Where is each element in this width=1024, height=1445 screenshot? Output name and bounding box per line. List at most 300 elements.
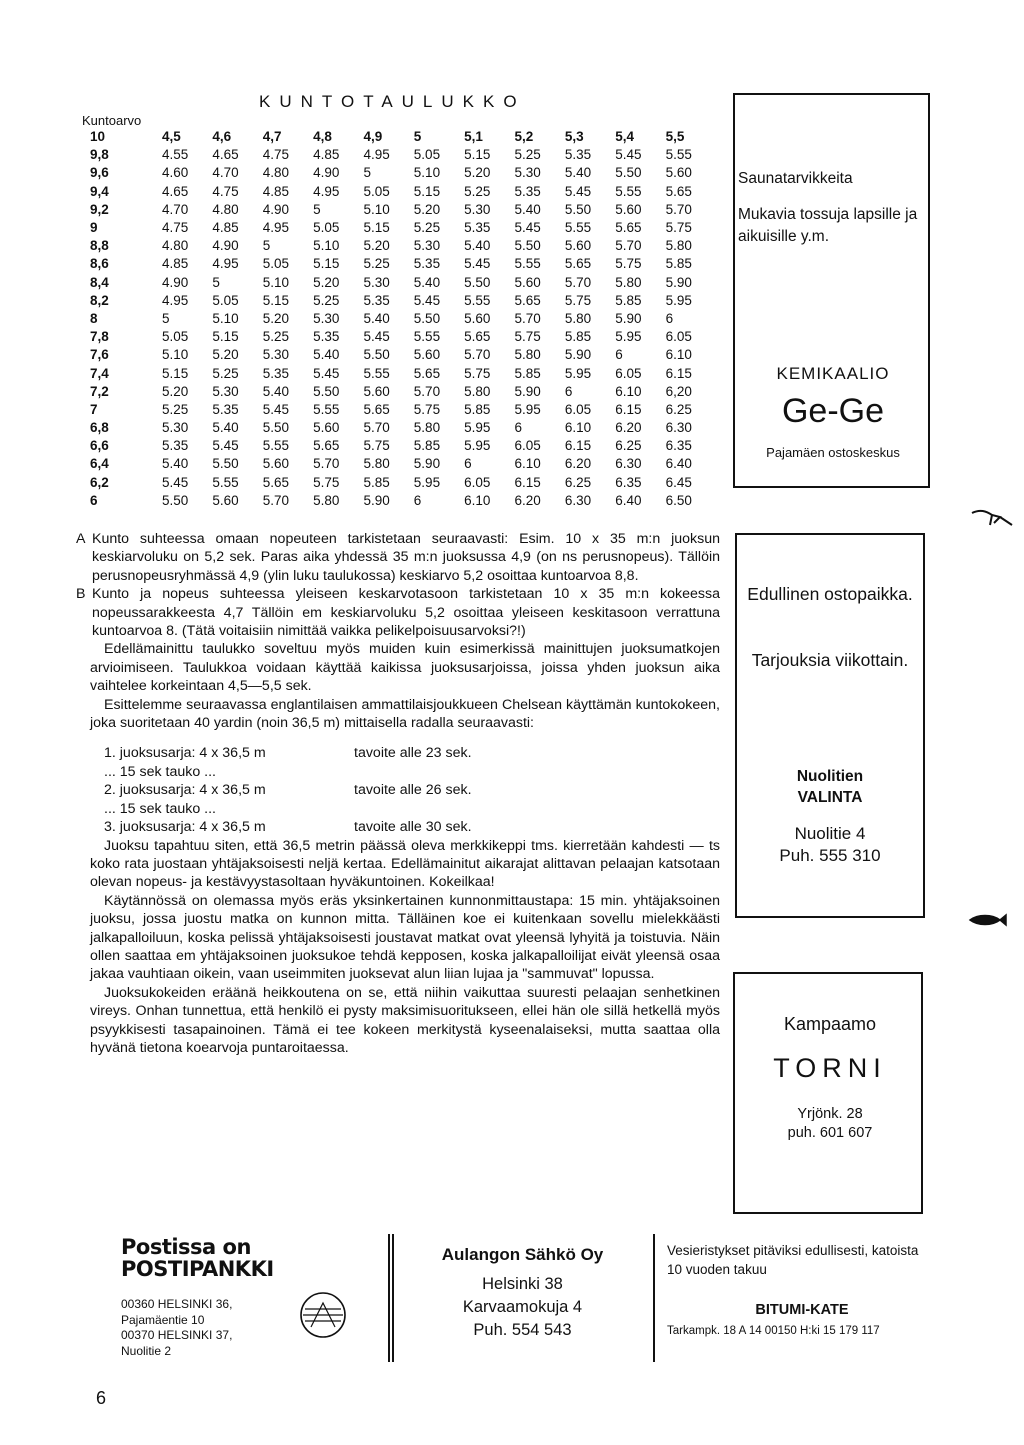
bird-sketch-icon — [970, 505, 1015, 531]
table-cell: 4.85 — [212, 220, 239, 236]
table-cell: 5.30 — [162, 420, 189, 436]
table-cell: 5.40 — [313, 347, 340, 363]
table-cell: 4.95 — [262, 220, 289, 236]
series-pause: ... 15 sek tauko ... — [104, 800, 216, 817]
table-cell: 6.35 — [615, 474, 642, 490]
table-cell: 5.25 — [413, 220, 441, 236]
table-cell: 5.75 — [464, 365, 491, 381]
table-cell: 5.25 — [313, 292, 340, 308]
table-cell: 5.95 — [615, 329, 642, 345]
table-row — [78, 237, 714, 255]
table-cell: 5.90 — [564, 347, 592, 363]
table-cell: 5.40 — [413, 274, 441, 290]
table-cell: 5.55 — [464, 292, 491, 308]
table-title: KUNTOTAULUKKO — [259, 92, 526, 111]
table-header-row — [78, 128, 714, 146]
table-cell: 5.85 — [413, 438, 441, 454]
table-cell: 5 — [162, 310, 170, 326]
table-row-header: 9,4 — [90, 183, 109, 199]
table-cell: 4.90 — [212, 238, 239, 254]
table-cell: 6.25 — [564, 474, 592, 490]
ad-nuolitien-title2: VALINTA — [797, 789, 863, 806]
table-cell: 4.80 — [262, 165, 289, 181]
table-header-cell: 5,1 — [464, 129, 483, 145]
table-cell: 6.15 — [514, 474, 541, 490]
table-cell: 5.80 — [313, 492, 340, 508]
table-cell: 5.55 — [413, 329, 441, 345]
ad-nuolitien-phone: Puh. 555 310 — [779, 846, 881, 865]
ad-kampaamo-address: Yrjönk. 28 — [797, 1106, 863, 1122]
table-row — [78, 146, 714, 164]
table-cell: 5.65 — [413, 365, 441, 381]
table-cell: 5.55 — [564, 220, 592, 236]
table-cell: 4.85 — [262, 183, 289, 199]
table-cell: 5.50 — [514, 238, 541, 254]
table-cell: 5.20 — [363, 238, 390, 254]
table-cell: 5.10 — [313, 238, 340, 254]
table-cell: 5.55 — [665, 147, 692, 163]
table-cell: 5.70 — [413, 383, 441, 399]
table-cell: 5.10 — [162, 347, 189, 363]
ad-postipankki-line: Nuolitie 2 — [121, 1343, 172, 1358]
table-row-header: 8,2 — [90, 292, 109, 308]
paragraph-b-text: Kunto ja nopeus suhteessa yleiseen keskarvotasoon tarkistetaan 10 x 35 m:n kokeessa nopeussarakkeesta 4,7 Tällöin em keskiarvoluku 5,2 osoittaa yleiseen keskitasoon verrattuna kuntoarvoa 8. (Tätä voitaisiin nimittää vaikka pelikelpoisuusarvoksi?!) — [92, 586, 720, 640]
table-cell: 4.95 — [313, 183, 340, 199]
table-cell: 6.20 — [615, 420, 642, 436]
table-cell: 4.70 — [162, 201, 189, 217]
ad-nuolitien-address: Nuolitie 4 — [794, 824, 866, 843]
table-cell: 5.30 — [212, 383, 239, 399]
table-cell: 5.10 — [363, 201, 390, 217]
table-cell: 6.05 — [615, 365, 642, 381]
series-goal: tavoite alle 30 sek. — [354, 819, 472, 836]
table-cell: 5.80 — [564, 310, 592, 326]
table-cell: 6 — [413, 492, 422, 508]
table-cell: 6.50 — [665, 492, 692, 508]
table-cell: 5.95 — [413, 474, 441, 490]
table-cell: 5.75 — [363, 438, 390, 454]
table-cell: 5.75 — [313, 474, 340, 490]
table-row — [78, 401, 714, 419]
table-row — [78, 419, 714, 437]
table-cell: 5.70 — [464, 347, 491, 363]
postipankki-logo-icon — [297, 1289, 349, 1341]
table-cell: 5.25 — [162, 401, 189, 417]
table-cell: 5.65 — [262, 474, 289, 490]
ad-sauna-line2: Mukavia tossuja lapsille ja aikuisille y.m. — [738, 206, 918, 245]
table-cell: 6.15 — [564, 438, 592, 454]
table-cell: 5.65 — [514, 292, 541, 308]
table-cell: 5.30 — [464, 201, 491, 217]
table-cell: 5.75 — [413, 401, 441, 417]
table-header-cell: 5 — [413, 129, 422, 145]
table-cell: 5.40 — [564, 165, 592, 181]
table-cell: 5.70 — [363, 420, 390, 436]
table-cell: 5.55 — [313, 401, 340, 417]
ad-sahko-line: Helsinki 38 — [482, 1275, 563, 1293]
table-row-header: 6,6 — [90, 438, 109, 454]
page-number: 6 — [96, 1388, 107, 1408]
table-cell: 5.50 — [262, 420, 289, 436]
table-row — [78, 455, 714, 473]
table-cell: 5.60 — [262, 456, 289, 472]
table-corner-label: Kuntoarvo — [82, 113, 142, 128]
table-row-header: 7,4 — [90, 365, 109, 381]
table-cell: 6.05 — [514, 438, 541, 454]
ad-sahko-title: Aulangon Sähkö Oy — [441, 1245, 604, 1264]
paragraph-a-text: Kunto suhteessa omaan nopeuteen tarkistetaan seuraavasti: Esim. 10 x 35 m:n juoksun keskiarvoluku on 5,2 sek. Paras aika yhdessä 35 m:n juoksussa 4,9 (on ns perusnopeus). Tällöin perusnopeusryhmässä 4,9 (ylin luku taulukossa) keskiarvo 5,2 osoittaa kuntoarvoa 8,8. — [92, 531, 720, 584]
table-cell: 5.60 — [665, 165, 692, 181]
table-header-cell: 5,4 — [615, 129, 635, 145]
marker-b: B — [76, 586, 86, 603]
table-cell: 5.20 — [313, 274, 340, 290]
table-cell: 5.45 — [514, 220, 541, 236]
table-cell: 6.05 — [464, 474, 491, 490]
table-cell: 5.45 — [413, 292, 441, 308]
table-cell: 5.35 — [464, 220, 491, 236]
table-cell: 5.10 — [212, 310, 239, 326]
table-cell: 5.85 — [514, 365, 541, 381]
ad-sahko-line: Puh. 554 543 — [473, 1321, 572, 1339]
table-cell: 5.60 — [413, 347, 441, 363]
paragraph: Juoksukokeiden eräänä heikkoutena on se, että niihin vaikuttaa suuresti pelaajan senhetkinen vireys. Onhan tunnettua, että henkilö ei pysty maksimisuoritukseen, ellei hän ole sillä hetkellä myös psyykkisesti tasapainoinen. Tämä ei tee kokeen merkitystä kyseenalaiseksi, mutta saattaa olla hyvänä tietona koearvoja puntaroitaessa. — [90, 984, 720, 1056]
table-cell: 5 — [313, 201, 321, 217]
table-cell: 4.70 — [212, 165, 239, 181]
ad-kampaamo-line1: Kampaamo — [783, 1014, 877, 1034]
fish-sketch-icon — [968, 912, 1008, 928]
table-cell: 5.85 — [464, 401, 491, 417]
table-header-cell: 4,9 — [363, 129, 383, 145]
ad-sahko — [400, 1243, 645, 1342]
table-row-header: 6,8 — [90, 420, 109, 436]
table-cell: 6.05 — [564, 401, 592, 417]
table-header-cell: 5,5 — [665, 129, 685, 145]
table-cell: 5.70 — [665, 201, 692, 217]
table-cell: 5.90 — [514, 383, 541, 399]
table-cell: 6.10 — [615, 383, 642, 399]
ad-edullinen-line2: Tarjouksia viikottain. — [751, 650, 909, 670]
table-cell: 5.85 — [615, 292, 642, 308]
table-row-header: 9,2 — [90, 201, 109, 217]
table-cell: 6.30 — [665, 420, 692, 436]
table-cell: 5.20 — [262, 310, 289, 326]
ad-postipankki-title — [121, 1236, 274, 1280]
table-cell: 6.30 — [615, 456, 642, 472]
table-header-cell: 4,8 — [313, 129, 332, 145]
table-cell: 5.10 — [413, 165, 441, 181]
table-cell: 5.50 — [564, 201, 592, 217]
table-cell: 5.40 — [162, 456, 189, 472]
ad-nuolitien-title1: Nuolitien — [796, 768, 864, 785]
table-row — [78, 383, 714, 401]
ad-kemikaalio-place: Pajamäen ostoskeskus — [766, 445, 900, 460]
table-cell: 5.05 — [363, 183, 390, 199]
table-cell: 5.35 — [514, 183, 541, 199]
table-row-header: 9,6 — [90, 165, 109, 181]
table-cell: 6.25 — [615, 438, 642, 454]
table-cell: 4.85 — [313, 147, 340, 163]
table-cell: 4.95 — [162, 292, 189, 308]
table-cell: 4.90 — [262, 201, 289, 217]
table-row — [78, 183, 714, 201]
table-cell: 5.45 — [564, 183, 592, 199]
table-cell: 5.10 — [262, 274, 289, 290]
table-row-header: 8,6 — [90, 256, 109, 272]
paragraph: Juoksu tapahtuu siten, että 36,5 metrin päässä oleva merkkikeppi tms. kierretään kahdesti — ts koko rata juostaan yhtäjaksoisesti neljä kertaa. Edellämainitut aikarajat alittavan pelaajan katsotaan olevan nopeus- ja kestävyystasoltaan hyväkuntoinen. Kokeilkaa! — [90, 837, 720, 891]
table-header-cell: 5,3 — [564, 129, 584, 145]
table-cell: 5.55 — [514, 256, 541, 272]
table-cell: 5.90 — [665, 274, 692, 290]
ad-kemikaalio-title: KEMIKAALIO — [776, 364, 890, 383]
paragraph: Esittelemme seuraavassa englantilaisen ammattilaisjoukkueen Chelsean käyttämän kuntokokeen, joka suoritetaan 40 yardin (noin 36,5 m) mittaisella radalla seuraavasti: — [90, 696, 720, 732]
table-cell: 6.10 — [665, 347, 692, 363]
table-cell: 5.40 — [514, 201, 541, 217]
ad-kampaamo-contact — [740, 1105, 920, 1143]
table-cell: 5.80 — [665, 238, 692, 254]
table-cell: 5.70 — [615, 238, 642, 254]
table-cell: 6.20 — [564, 456, 592, 472]
table-cell: 5.40 — [363, 310, 390, 326]
table-cell: 5.25 — [464, 183, 491, 199]
ad-sahko-line: Karvaamokuja 4 — [462, 1298, 583, 1316]
table-cell: 5 — [262, 238, 271, 254]
table-cell: 6.10 — [464, 492, 491, 508]
table-row — [78, 201, 714, 219]
table-header-cell: 4,5 — [162, 129, 181, 145]
table-cell: 6.10 — [564, 420, 592, 436]
series-row — [104, 744, 720, 762]
table-cell: 5.75 — [514, 329, 541, 345]
table-cell: 5.95 — [564, 365, 592, 381]
table-cell: 5.25 — [514, 147, 541, 163]
table-cell: 5.65 — [564, 256, 592, 272]
table-cell: 4.95 — [363, 147, 390, 163]
table-cell: 5.55 — [363, 365, 390, 381]
table-cell: 6.35 — [665, 438, 692, 454]
table-cell: 5.30 — [262, 347, 289, 363]
paragraph-b — [76, 585, 720, 640]
table-row-header: 7,8 — [90, 329, 109, 345]
table-cell: 5.40 — [212, 420, 239, 436]
table-cell: 5.45 — [615, 147, 642, 163]
table-cell: 6.15 — [665, 365, 692, 381]
table-cell: 5.20 — [413, 201, 441, 217]
table-cell: 4.60 — [162, 165, 189, 181]
table-cell: 5.05 — [162, 329, 189, 345]
series-goal: tavoite alle 23 sek. — [354, 745, 472, 762]
table-row-header: 9,8 — [90, 147, 109, 163]
table-cell: 5.75 — [564, 292, 592, 308]
table-cell: 5.35 — [162, 438, 189, 454]
table-cell: 5.05 — [313, 220, 340, 236]
table-cell: 5.30 — [413, 238, 441, 254]
ad-bitumi-address: Tarkampk. 18 A 14 00150 H:ki 15 179 117 — [667, 1325, 880, 1337]
series-label: 1. juoksusarja: 4 x 36,5 m — [104, 745, 266, 762]
article-body — [76, 530, 720, 1057]
table-cell: 5.70 — [564, 274, 592, 290]
table-cell: 5 — [363, 165, 371, 181]
kunto-table — [78, 128, 714, 510]
table-row — [78, 474, 714, 492]
table-cell: 5.80 — [514, 347, 541, 363]
table-cell: 5.45 — [363, 329, 390, 345]
table-cell: 4.90 — [313, 165, 340, 181]
table-cell: 5.35 — [262, 365, 289, 381]
ad-postipankki-line: 00370 HELSINKI 37, — [121, 1328, 233, 1342]
table-cell: 4.75 — [262, 147, 289, 163]
table-cell: 5.65 — [665, 183, 692, 199]
table-row-header: 7,2 — [90, 383, 109, 399]
table-row — [78, 274, 714, 292]
table-cell: 5.05 — [413, 147, 441, 163]
table-cell: 4.80 — [212, 201, 239, 217]
ad-postipankki-line: 00360 HELSINKI 36, — [121, 1297, 233, 1311]
table-cell: 6.30 — [564, 492, 592, 508]
table-cell: 5 — [212, 274, 220, 290]
table-cell: 5.60 — [313, 420, 340, 436]
paragraph: Edellämainittu taulukko soveltuu myös muiden kuin esimerkissä mainittujen juoksumatkojen arvioimiseen. Taulukkoa voidaan käyttää kaikissa juoksusarjoissa, joissa yhden juoksun aika vaihtelee korkeintaan 4,5—5,5 sek. — [90, 641, 720, 695]
table-row — [78, 492, 714, 510]
table-cell: 5.90 — [363, 492, 390, 508]
table-cell: 5.65 — [464, 329, 491, 345]
table-row — [78, 437, 714, 455]
table-cell: 5.85 — [564, 329, 592, 345]
table-cell: 5.55 — [615, 183, 642, 199]
table-cell: 4.65 — [162, 183, 189, 199]
table-cell: 5.75 — [665, 220, 692, 236]
ad-bitumi-text: Vesieristykset pitäviksi edullisesti, katoista 10 vuoden takuu — [667, 1243, 919, 1277]
table-cell: 5.05 — [212, 292, 239, 308]
ad-postipankki-title1: Postissa on — [121, 1235, 251, 1259]
table-cell: 5.30 — [313, 310, 340, 326]
ad-nuolitien-contact — [740, 823, 920, 867]
table-cell: 6.10 — [514, 456, 541, 472]
table-cell: 6 — [464, 456, 472, 472]
table-cell: 5.50 — [464, 274, 491, 290]
marker-a: A — [76, 531, 86, 547]
table-cell: 5.70 — [514, 310, 541, 326]
table-header-cell: 4,7 — [262, 129, 282, 145]
table-row-header: 8,8 — [90, 238, 109, 254]
table-cell: 5.75 — [615, 256, 642, 272]
table-cell: 5.50 — [162, 492, 189, 508]
table-cell: 6.40 — [665, 456, 692, 472]
table-cell: 5.15 — [363, 220, 390, 236]
table-cell: 5.50 — [313, 383, 340, 399]
ad-sauna-line1: Saunatarvikkeita — [738, 170, 853, 187]
series-label: 3. juoksusarja: 4 x 36,5 m — [104, 819, 266, 836]
table-cell: 5.50 — [413, 310, 441, 326]
table-cell: 5.60 — [464, 310, 491, 326]
table-cell: 5.80 — [413, 420, 441, 436]
table-cell: 5.95 — [665, 292, 692, 308]
table-cell: 5.15 — [262, 292, 289, 308]
table-cell: 6.05 — [665, 329, 692, 345]
table-row — [78, 310, 714, 328]
table-cell: 6 — [514, 420, 523, 436]
table-cell: 5.35 — [212, 401, 239, 417]
table-cell: 5.80 — [615, 274, 642, 290]
table-row-header: 6,4 — [90, 456, 109, 472]
table-row — [78, 164, 714, 182]
table-cell: 5.80 — [464, 383, 491, 399]
table-cell: 5.25 — [262, 329, 289, 345]
table-cell: 6.20 — [514, 492, 541, 508]
ad-edullinen-line1: Edullinen ostopaikka. — [747, 584, 913, 604]
table-row-header: 7 — [90, 401, 98, 417]
table-cell: 5.45 — [212, 438, 239, 454]
table-cell: 5.95 — [514, 401, 541, 417]
table-row-header: 8,4 — [90, 274, 109, 290]
table-cell: 5.15 — [413, 183, 441, 199]
table-cell: 6.25 — [665, 401, 692, 417]
table-header-cell: 5,2 — [514, 129, 534, 145]
table-cell: 5.20 — [212, 347, 239, 363]
table-header-corner: 10 — [90, 129, 106, 145]
table-cell: 5.60 — [564, 238, 592, 254]
table-cell: 4.55 — [162, 147, 189, 163]
table-cell: 5.60 — [212, 492, 239, 508]
table-cell: 4.95 — [212, 256, 239, 272]
table-row-header: 6,2 — [90, 474, 109, 490]
table-cell: 5.65 — [615, 220, 642, 236]
table-cell: 6 — [615, 347, 623, 363]
table-cell: 5.05 — [262, 256, 289, 272]
series-row — [104, 818, 720, 836]
table-cell: 5.50 — [615, 165, 642, 181]
table-cell: 6 — [665, 310, 674, 326]
table-cell: 5.30 — [363, 274, 390, 290]
table-row — [78, 346, 714, 364]
table-cell: 5.70 — [313, 456, 340, 472]
series-goal: tavoite alle 26 sek. — [354, 782, 472, 799]
table-cell: 4.75 — [212, 183, 239, 199]
table-cell: 6 — [564, 383, 573, 399]
paragraph-a — [76, 530, 720, 585]
table-cell: 5.80 — [363, 456, 390, 472]
table-row — [78, 292, 714, 310]
table-cell: 5.25 — [363, 256, 390, 272]
table-cell: 5.20 — [464, 165, 491, 181]
table-cell: 5.55 — [262, 438, 289, 454]
table-row-header: 6 — [90, 492, 98, 508]
table-header-cell: 4,6 — [212, 129, 232, 145]
series-row — [104, 781, 720, 799]
table-cell: 4.85 — [162, 256, 189, 272]
table-cell: 5.85 — [363, 474, 390, 490]
ad-postipankki-title2: POSTIPANKKI — [121, 1257, 274, 1281]
table-row — [78, 328, 714, 346]
ad-kemikaalio-brand: Ge-Ge — [781, 392, 885, 430]
table-cell: 5.45 — [262, 401, 289, 417]
table-cell: 4.65 — [212, 147, 239, 163]
table-cell: 5.65 — [313, 438, 340, 454]
table-cell: 5.35 — [313, 329, 340, 345]
table-row-header: 7,6 — [90, 347, 109, 363]
ad-postipankki-line: Pajamäentie 10 — [121, 1312, 205, 1327]
ad-sauna — [738, 168, 928, 248]
table-row-header: 9 — [90, 220, 98, 236]
table-cell: 5.30 — [514, 165, 541, 181]
table-cell: 5.15 — [313, 256, 340, 272]
ad-postipankki-addresses — [121, 1297, 232, 1359]
table-cell: 5.15 — [162, 365, 189, 381]
table-cell: 5.35 — [564, 147, 592, 163]
ad-kampaamo-phone: puh. 601 607 — [787, 1125, 873, 1141]
table-cell: 5.35 — [363, 292, 390, 308]
table-cell: 5.60 — [514, 274, 541, 290]
table-cell: 5.45 — [464, 256, 491, 272]
